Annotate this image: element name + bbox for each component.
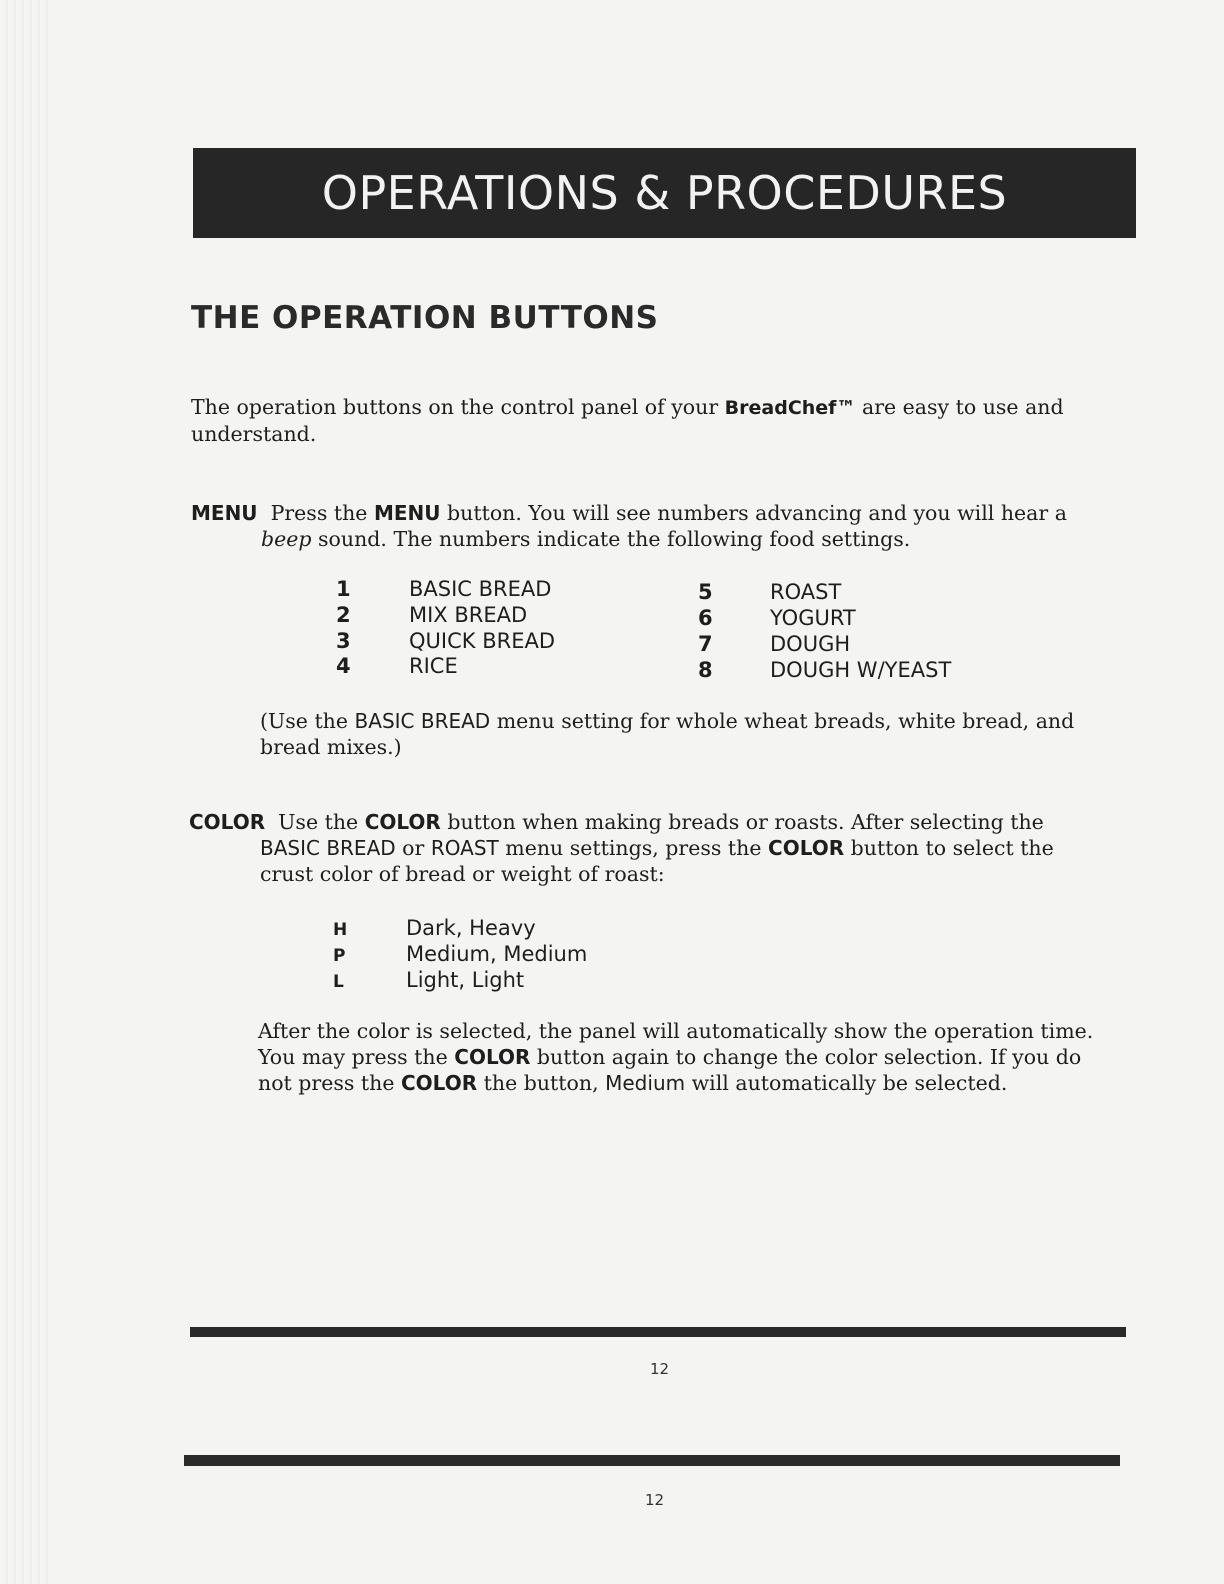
after-text-1: After the color is selected, the panel will automatically show the operation time. You may press the [258, 1019, 1094, 1069]
menu-paragraph [191, 500, 1096, 552]
menu-button-ref: MENU [373, 501, 441, 525]
item-number: 7 [698, 632, 713, 656]
note-text-1: (Use the [260, 709, 355, 733]
option-label: Medium, Medium [406, 942, 588, 966]
item-number: 1 [336, 577, 351, 601]
option-code: P [333, 946, 346, 966]
footer-rule-2 [184, 1455, 1120, 1466]
list-item [333, 942, 588, 966]
menu-beep: beep [261, 527, 312, 551]
color-text-4: menu settings, press the [498, 836, 769, 860]
footer-rule-1 [190, 1327, 1126, 1337]
color-text-1: Use the [265, 810, 365, 834]
list-item [333, 916, 536, 940]
color-text-2: button when making breads or roasts. After selecting the [440, 810, 1044, 834]
color-setting-1: BASIC BREAD [260, 836, 396, 860]
item-number: 3 [336, 629, 351, 653]
after-text-4: will automatically be selected. [685, 1071, 1008, 1095]
item-label: QUICK BREAD [409, 629, 556, 653]
menu-text-2: button. You will see numbers advancing and you will hear a [440, 501, 1067, 525]
menu-note [260, 708, 1095, 760]
item-label: DOUGH W/YEAST [770, 658, 952, 682]
scan-edge [0, 0, 48, 1584]
item-number: 4 [336, 654, 351, 678]
header-banner [193, 148, 1136, 238]
intro-paragraph [191, 394, 1081, 447]
color-text-5: button to select the crust color of bread or weight of roast: [260, 836, 1054, 886]
brand-name: BreadChef™ [724, 397, 856, 419]
after-text-3: the button, [477, 1071, 606, 1095]
item-label: ROAST [770, 580, 842, 604]
option-code: L [333, 972, 344, 992]
color-after-paragraph [258, 1018, 1098, 1096]
after-button-ref-2: COLOR [401, 1071, 478, 1095]
option-code: H [333, 920, 348, 940]
section-title: THE OPERATION BUTTONS [191, 300, 659, 336]
intro-text: The operation buttons on the control panel of your [191, 395, 725, 419]
after-medium: Medium [605, 1071, 686, 1095]
page-number-2: 12 [645, 1491, 665, 1509]
list-item [333, 968, 525, 992]
color-button-ref-2: COLOR [768, 836, 845, 860]
color-setting-2: ROAST [430, 836, 499, 860]
color-paragraph [189, 809, 1091, 887]
page-number-1: 12 [650, 1360, 670, 1378]
option-label: Dark, Heavy [406, 916, 536, 940]
item-label: MIX BREAD [409, 603, 528, 627]
item-number: 2 [336, 603, 351, 627]
note-setting: BASIC BREAD [354, 709, 491, 733]
item-label: RICE [409, 654, 458, 678]
item-number: 5 [698, 580, 713, 604]
item-label: YOGURT [770, 606, 856, 630]
after-text-2: button again to change the color selection. If you do not press the [258, 1045, 1082, 1095]
after-button-ref: COLOR [454, 1045, 531, 1069]
menu-text-3: sound. The numbers indicate the following food settings. [311, 527, 911, 551]
item-number: 6 [698, 606, 713, 630]
note-text-2: menu setting for whole wheat breads, white bread, and bread mixes.) [260, 709, 1075, 759]
menu-text-1: Press the [257, 501, 374, 525]
banner-title: OPERATIONS & PROCEDURES [321, 166, 1008, 220]
color-term: COLOR [189, 810, 266, 834]
intro-text-end: are easy to use and understand. [191, 395, 1064, 446]
color-text-3: or [395, 836, 431, 860]
item-number: 8 [698, 658, 713, 682]
item-label: BASIC BREAD [409, 577, 552, 601]
menu-term: MENU [191, 501, 258, 525]
color-button-ref: COLOR [364, 810, 441, 834]
item-label: DOUGH [770, 632, 851, 656]
option-label: Light, Light [406, 968, 525, 992]
